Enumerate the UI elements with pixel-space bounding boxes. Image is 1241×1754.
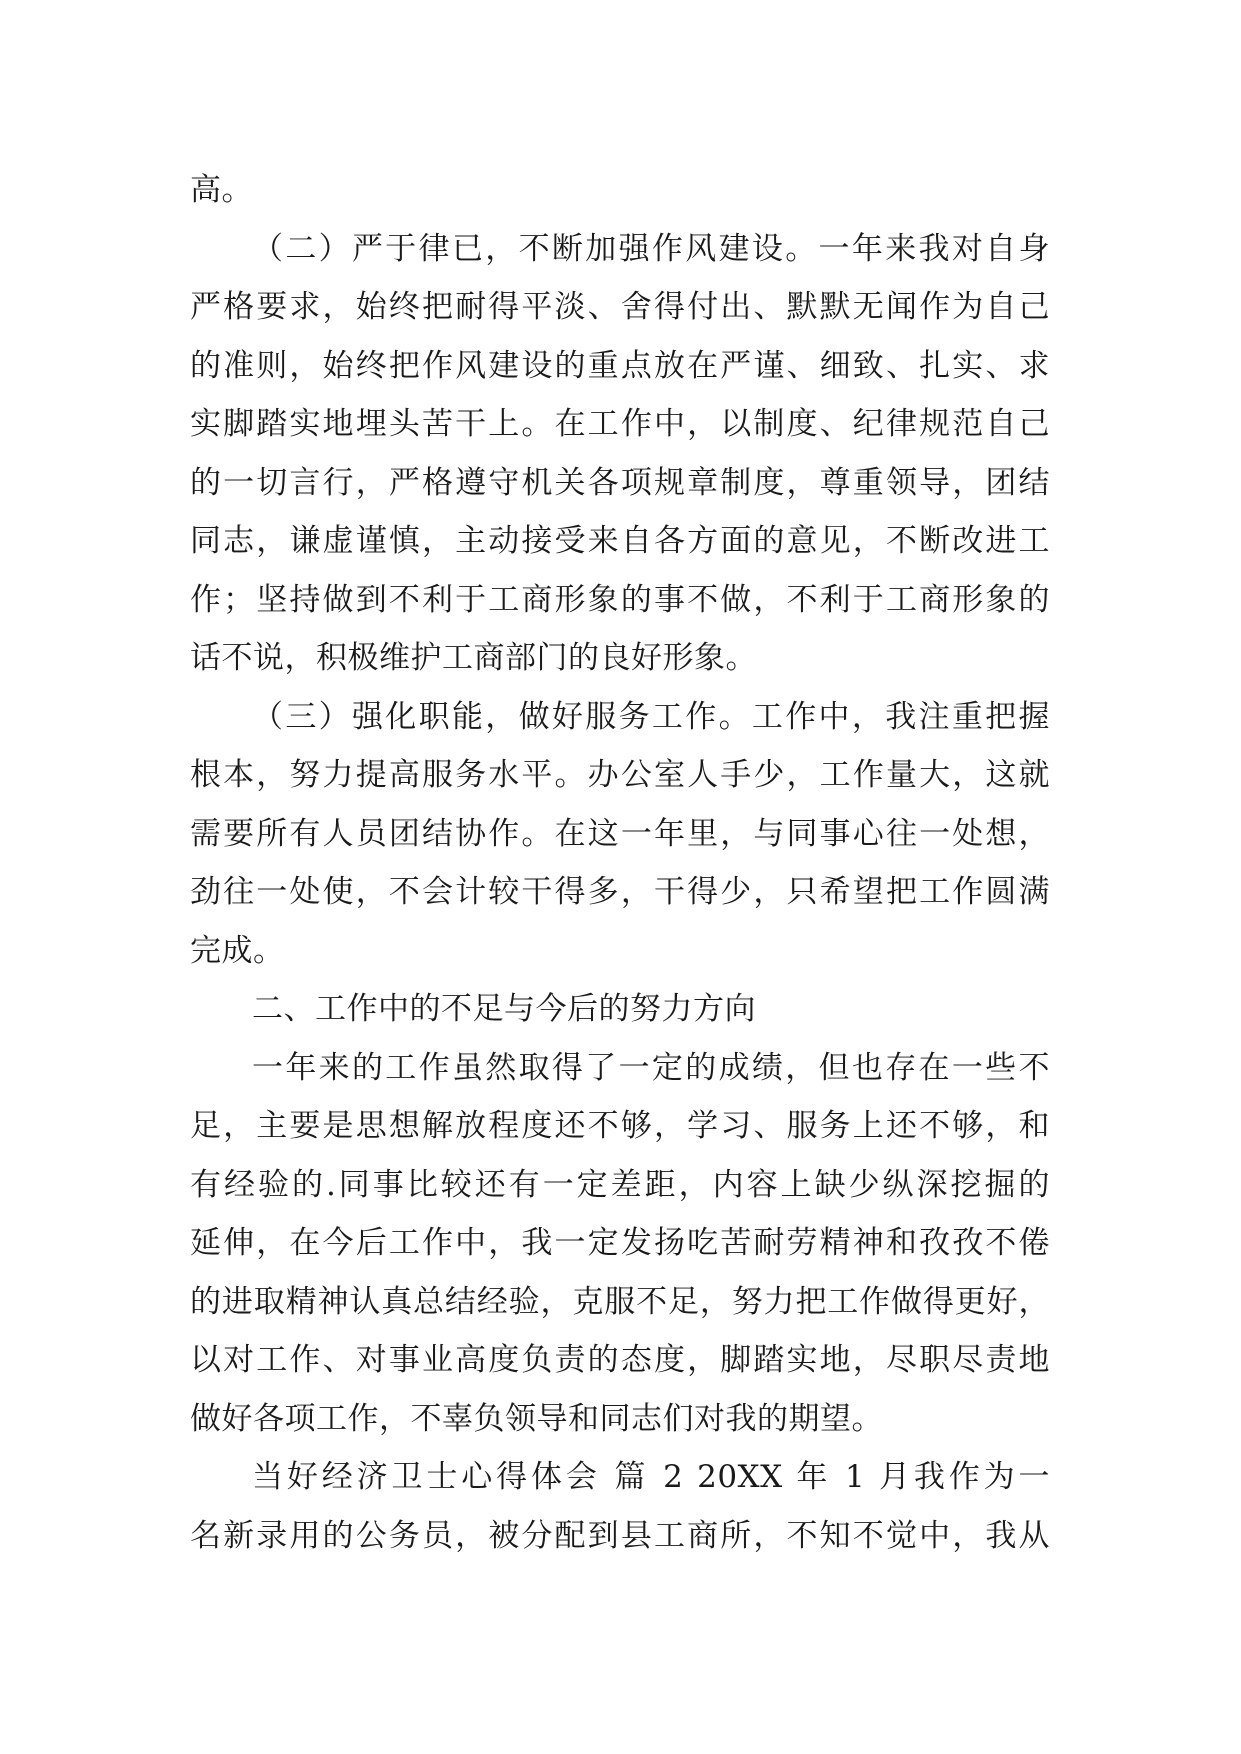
text-line: 做好各项工作，不辜负领导和同志们对我的期望。 (190, 1400, 883, 1437)
document-body (190, 161, 1050, 1565)
text-line: 根本，努力提高服务水平。办公室人手少，工作量大，这就 (190, 757, 1050, 793)
text-line: 足，主要是思想解放程度还不够，学习、服务上还不够，和 (190, 1108, 1050, 1144)
text-line: 需要所有人员团结协作。在这一年里，与同事心往一处想， (190, 815, 1050, 852)
text-line: 严格要求，始终把耐得平淡、舍得付出、默默无闻作为自己 (190, 289, 1050, 325)
text-line: （三）强化职能，做好服务工作。工作中，我注重把握 (252, 698, 1050, 735)
text-line: 有经验的.同事比较还有一定差距，内容上缺少纵深挖掘的 (190, 1166, 1050, 1203)
text-line: 当好经济卫士心得体会 篇 2 20XX 年 1 月我作为一 (252, 1459, 1050, 1495)
text-line: 延伸，在今后工作中，我一定发扬吃苦耐劳精神和孜孜不倦 (190, 1225, 1050, 1261)
text-line: 实脚踏实地埋头苦干上。在工作中，以制度、纪律规范自己 (190, 406, 1050, 442)
text-line: 高。 (190, 172, 253, 208)
text-line: 的一切言行，严格遵守机关各项规章制度，尊重领导，团结 (190, 464, 1050, 501)
text-line: 劲往一处使，不会计较干得多，干得少，只希望把工作圆满 (190, 874, 1050, 910)
text-line: 名新录用的公务员，被分配到县工商所，不知不觉中，我从 (190, 1517, 1050, 1554)
text-line: （二）严于律已，不断加强作风建设。一年来我对自身 (252, 230, 1050, 267)
text-line: 二、工作中的不足与今后的努力方向 (252, 991, 756, 1027)
text-line: 完成。 (190, 932, 285, 969)
text-line: 作；坚持做到不利于工商形象的事不做，不利于工商形象的 (190, 581, 1050, 618)
text-line: 话不说，积极维护工商部门的良好形象。 (190, 640, 757, 676)
text-line: 以对工作、对事业高度负责的态度，脚踏实地，尽职尽责地 (190, 1342, 1050, 1378)
text-line: 同志，谦虚谨慎，主动接受来自各方面的意见，不断改进工 (190, 523, 1050, 559)
text-line: 一年来的工作虽然取得了一定的成绩，但也存在一些不 (252, 1049, 1050, 1086)
text-line: 的准则，始终把作风建设的重点放在严谨、细致、扎实、求 (190, 347, 1050, 384)
text-line: 的进取精神认真总结经验，克服不足，努力把工作做得更好， (190, 1283, 1050, 1320)
